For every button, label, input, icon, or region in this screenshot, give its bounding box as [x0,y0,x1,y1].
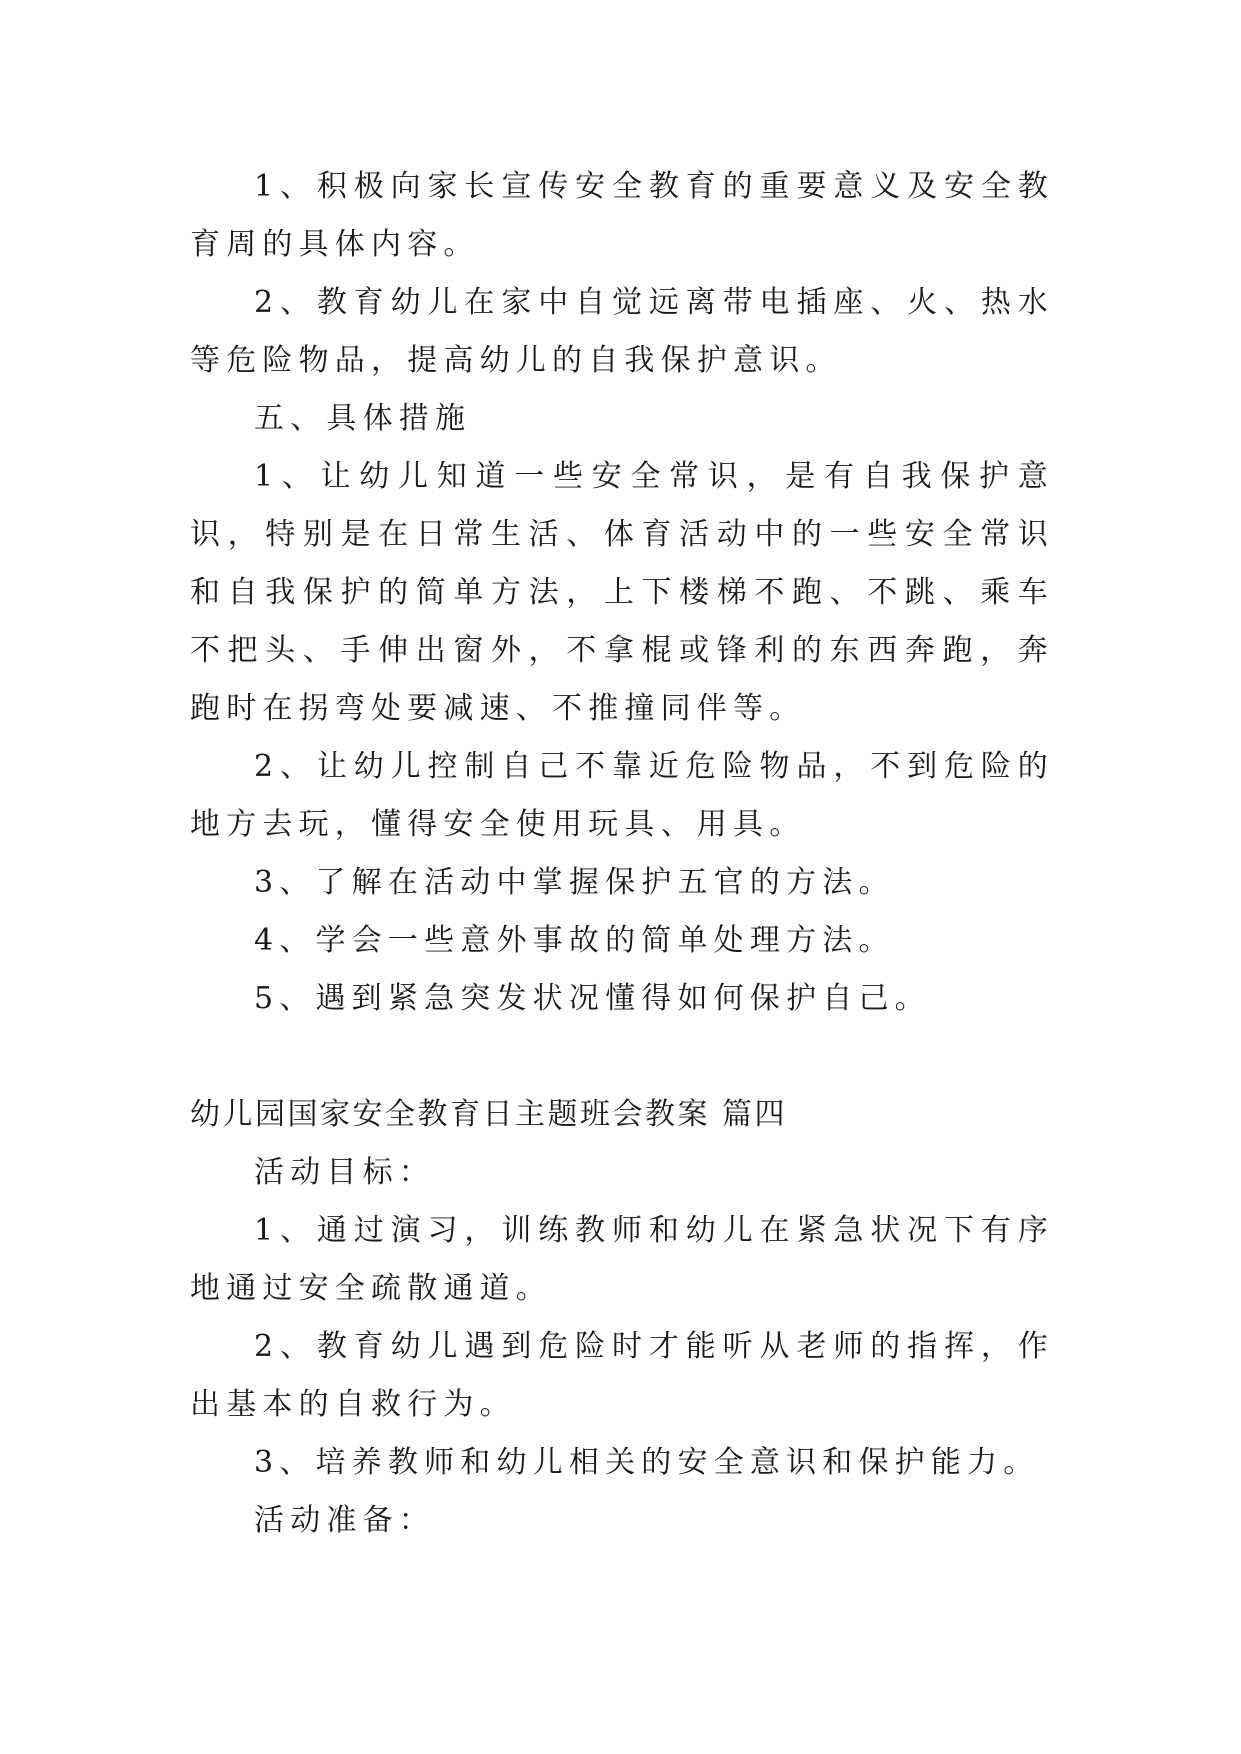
paragraph-measure-5: 5、遇到紧急突发状况懂得如何保护自己。 [254,981,931,1016]
paragraph-measure-4: 4、学会一些意外事故的简单处理方法。 [254,923,895,958]
paragraph-goal-2: 2、教育幼儿遇到危险时才能听从老师的指挥，作出基本的自救行为。 [190,1329,1054,1422]
paragraph-measure-2: 2、让幼儿控制自己不靠近危险物品，不到危险的地方去玩，懂得安全使用玩具、用具。 [190,749,1054,842]
document-page [190,158,1054,1550]
paragraph-goal-1: 1、通过演习，训练教师和幼儿在紧急状况下有序地通过安全疏散通道。 [190,1213,1054,1306]
paragraph-home-safety: 2、教育幼儿在家中自觉远离带电插座、火、热水等危险物品，提高幼儿的自我保护意识。 [190,285,1054,378]
heading-specific-measures: 五、具体措施 [254,401,472,436]
paragraph-parent-promotion: 1、积极向家长宣传安全教育的重要意义及安全教育周的具体内容。 [190,169,1054,262]
paragraph-measure-3: 3、了解在活动中掌握保护五官的方法。 [254,865,895,900]
paragraph-goal-3: 3、培养教师和幼儿相关的安全意识和保护能力。 [254,1445,1040,1480]
heading-activity-goals: 活动目标： [254,1155,435,1190]
heading-activity-preparation: 活动准备： [254,1503,435,1538]
section-title: 幼儿园国家安全教育日主题班会教案 篇四 [190,1097,788,1132]
paragraph-measure-1: 1、让幼儿知道一些安全常识，是有自我保护意识，特别是在日常生活、体育活动中的一些安全常识和自我保护的简单方法，上下楼梯不跑、不跳、乘车不把头、手伸出窗外，不拿棍或锋利的东西奔跑，奔跑时在拐弯处要减速、不推撞同伴等。 [190,459,1054,726]
